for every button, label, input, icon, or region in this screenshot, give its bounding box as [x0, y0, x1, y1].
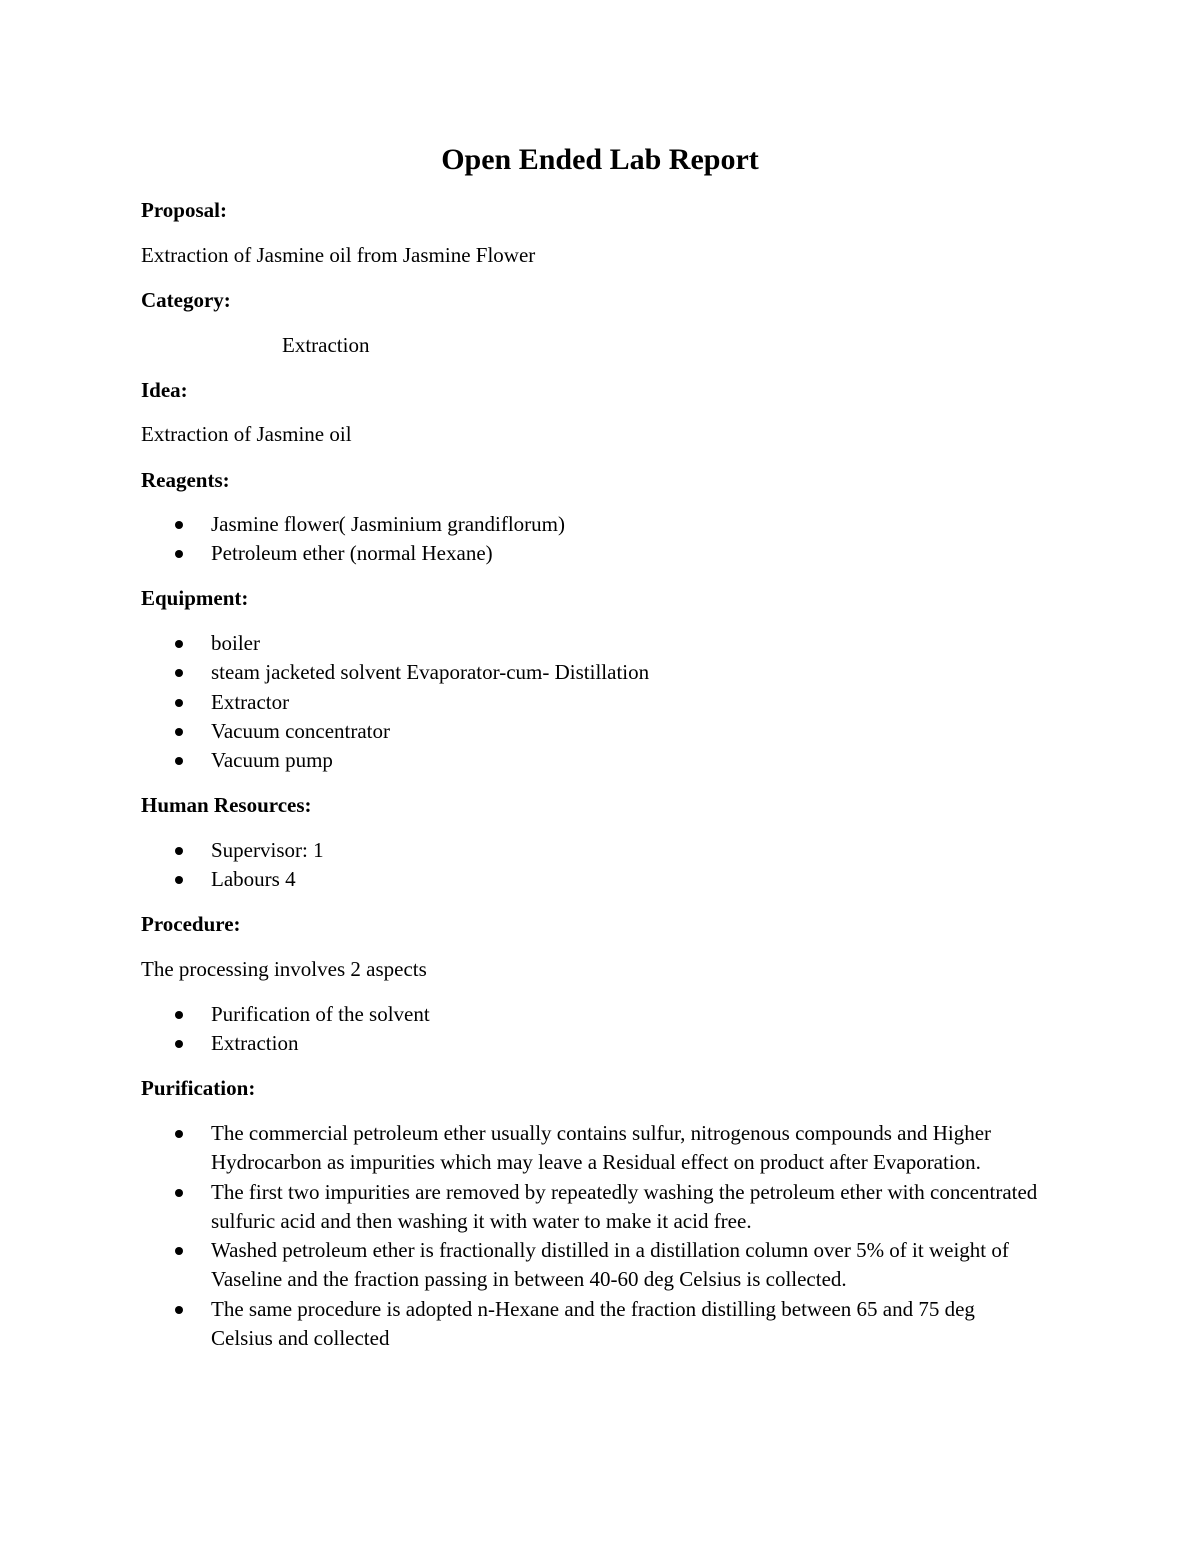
bullet-icon: [175, 1189, 183, 1197]
bullet-icon: [175, 1130, 183, 1138]
bullet-icon: [175, 1011, 183, 1019]
list-item: Extractor: [141, 688, 1041, 717]
list-item: boiler: [141, 629, 1041, 658]
purification-list: [141, 1119, 1041, 1353]
bullet-icon: [175, 728, 183, 736]
bullet-icon: [175, 699, 183, 707]
bullet-icon: [175, 847, 183, 855]
list-item: Washed petroleum ether is fractionally distilled in a distillation column over 5% of it weight of Vaseline and the fraction passing in between 40-60 deg Celsius is collected.: [141, 1236, 1041, 1295]
procedure-list: [141, 1000, 1041, 1059]
bullet-icon: [175, 757, 183, 765]
category-text: Extraction: [282, 333, 370, 357]
bullet-icon: [175, 550, 183, 558]
bullet-icon: [175, 1040, 183, 1048]
proposal-text: Extraction of Jasmine oil from Jasmine Flower: [141, 243, 536, 267]
list-item: The same procedure is adopted n-Hexane and the fraction distilling between 65 and 75 deg Celsius and collected: [141, 1295, 1041, 1354]
purification-heading: Purification:: [141, 1076, 256, 1100]
list-item: Labours 4: [141, 865, 1041, 894]
page-title: Open Ended Lab Report: [441, 143, 759, 176]
bullet-icon: [175, 640, 183, 648]
bullet-icon: [175, 1306, 183, 1314]
reagents-heading: Reagents:: [141, 468, 230, 492]
human-resources-heading: Human Resources:: [141, 793, 312, 817]
list-item: The commercial petroleum ether usually contains sulfur, nitrogenous compounds and Higher Hydrocarbon as impurities which may leave a Residual effect on product after Evaporation.: [141, 1119, 1041, 1178]
list-item: Vacuum concentrator: [141, 717, 1041, 746]
human-resources-list: [141, 836, 1041, 895]
list-item: Vacuum pump: [141, 746, 1041, 775]
procedure-text: The processing involves 2 aspects: [141, 957, 427, 981]
idea-heading: Idea:: [141, 378, 188, 402]
reagents-list: [141, 510, 1041, 569]
equipment-list: [141, 629, 1041, 775]
idea-text: Extraction of Jasmine oil: [141, 422, 352, 446]
list-item: Petroleum ether (normal Hexane): [141, 539, 1041, 568]
bullet-icon: [175, 521, 183, 529]
category-heading: Category:: [141, 288, 231, 312]
list-item: Purification of the solvent: [141, 1000, 1041, 1029]
list-item: Supervisor: 1: [141, 836, 1041, 865]
bullet-icon: [175, 1247, 183, 1255]
list-item: steam jacketed solvent Evaporator-cum- Distillation: [141, 658, 1041, 687]
bullet-icon: [175, 669, 183, 677]
proposal-heading: Proposal:: [141, 198, 227, 222]
bullet-icon: [175, 876, 183, 884]
list-item: Extraction: [141, 1029, 1041, 1058]
equipment-heading: Equipment:: [141, 586, 249, 610]
list-item: The first two impurities are removed by repeatedly washing the petroleum ether with concentrated sulfuric acid and then washing it with water to make it acid free.: [141, 1178, 1041, 1237]
list-item: Jasmine flower( Jasminium grandiflorum): [141, 510, 1041, 539]
procedure-heading: Procedure:: [141, 912, 241, 936]
